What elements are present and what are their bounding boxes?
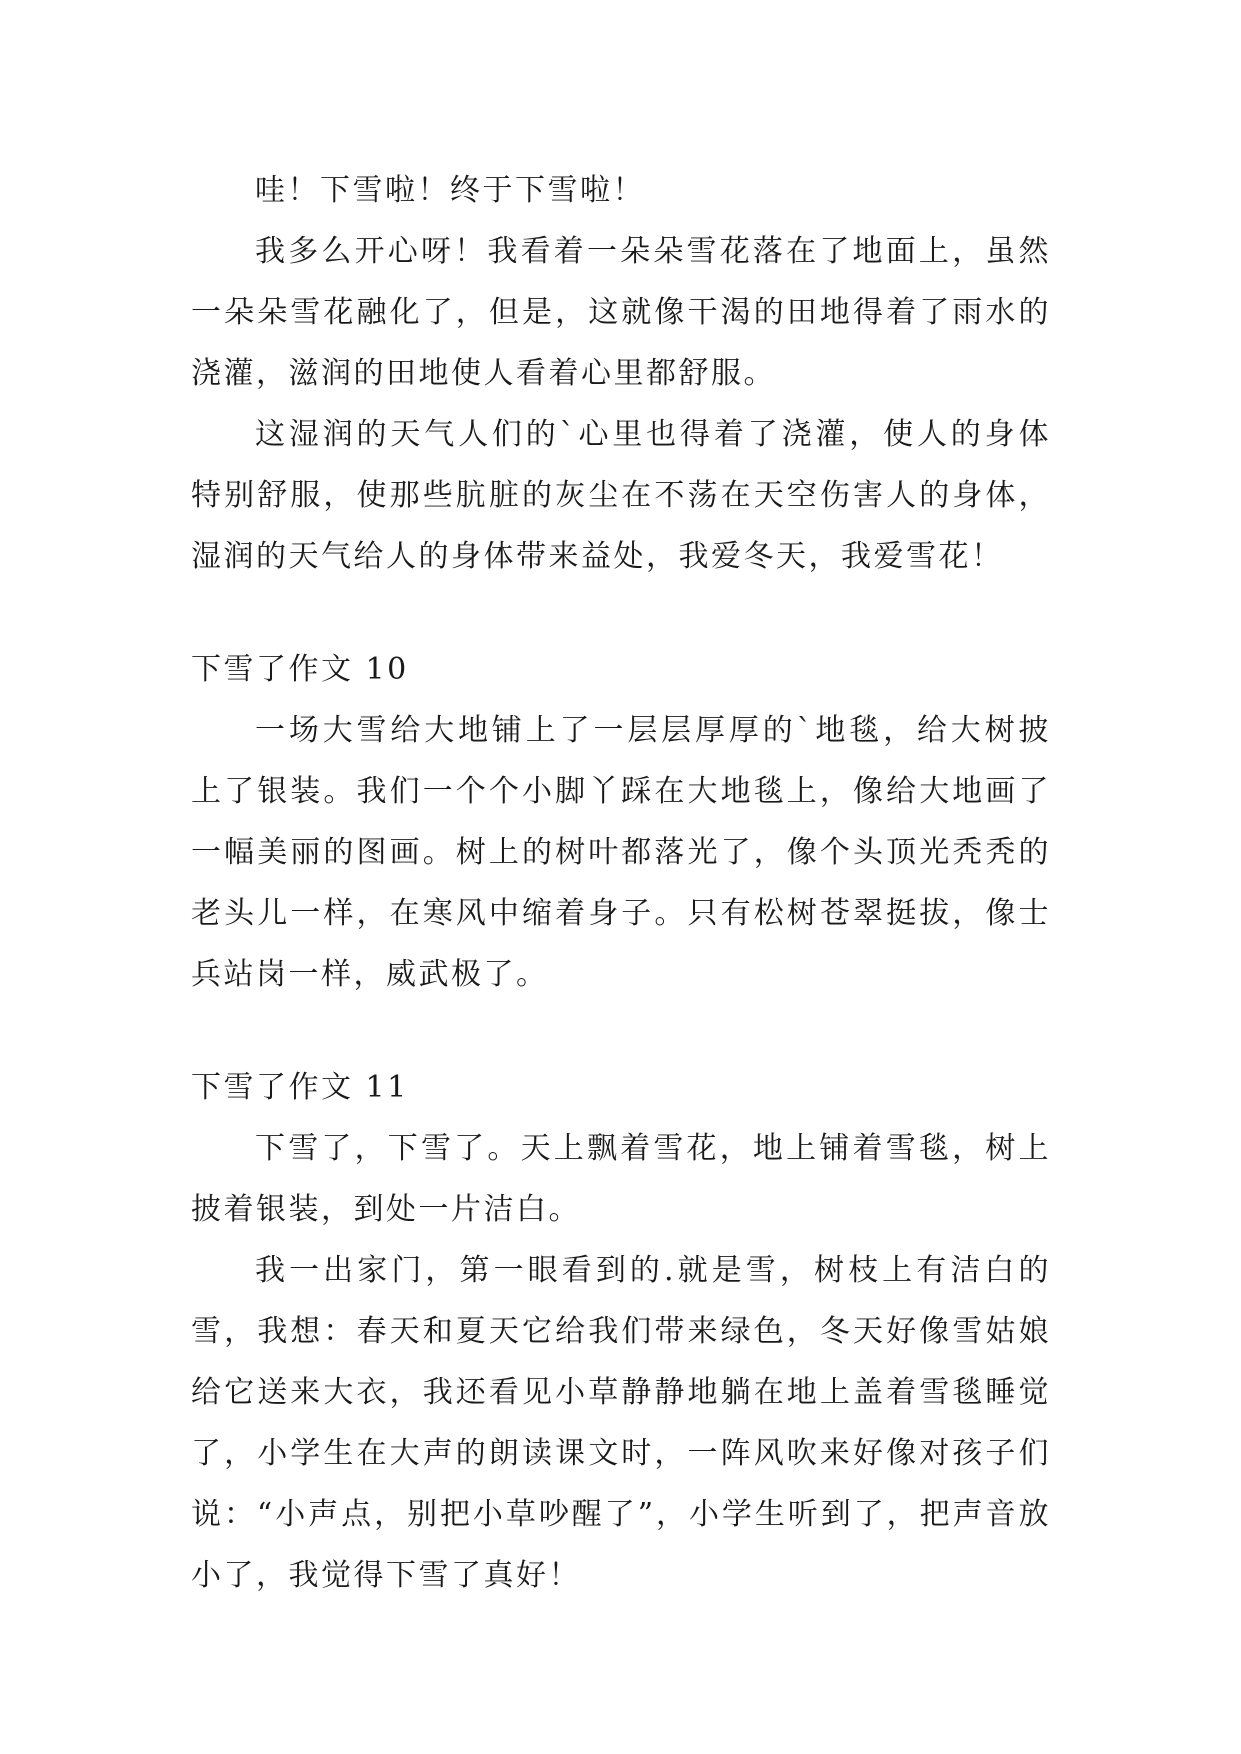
section-heading: 下雪了作文 10	[191, 652, 409, 687]
section-gap	[191, 1005, 1051, 1057]
paragraph: 哇！下雪啦！终于下雪啦！	[255, 173, 645, 208]
paragraph: 我多么开心呀！我看着一朵朵雪花落在了地面上，虽然一朵朵雪花融化了，但是，这就像干渴的田地得着了雨水的浇灌，滋润的田地使人看着心里都舒服。	[191, 234, 1051, 391]
section-gap	[191, 587, 1051, 639]
paragraph: 一场大雪给大地铺上了一层层厚厚的`地毯，给大树披上了银装。我们一个个小脚丫踩在大地毯上，像给大地画了一幅美丽的图画。树上的树叶都落光了，像个头顶光秃秃的老头儿一样，在寒风中缩着身子。只有松树苍翠挺拔，像士兵站岗一样，威武极了。	[191, 713, 1051, 992]
section-heading: 下雪了作文 11	[191, 1070, 409, 1105]
paragraph: 下雪了，下雪了。天上飘着雪花，地上铺着雪毯，树上披着银装，到处一片洁白。	[191, 1131, 1051, 1227]
paragraph: 我一出家门，第一眼看到的.就是雪，树枝上有洁白的雪，我想：春天和夏天它给我们带来绿色，冬天好像雪姑娘给它送来大衣，我还看见小草静静地躺在地上盖着雪毯睡觉了，小学生在大声的朗读课文时，一阵风吹来好像对孩子们说：“小声点，别把小草吵醒了”，小学生听到了，把声音放小了，我觉得下雪了真好！	[191, 1253, 1051, 1593]
document-page	[191, 160, 1051, 1606]
paragraph: 这湿润的天气人们的`心里也得着了浇灌，使人的身体特别舒服，使那些肮脏的灰尘在不荡在天空伤害人的身体，湿润的天气给人的身体带来益处，我爱冬天，我爱雪花！	[191, 417, 1051, 574]
